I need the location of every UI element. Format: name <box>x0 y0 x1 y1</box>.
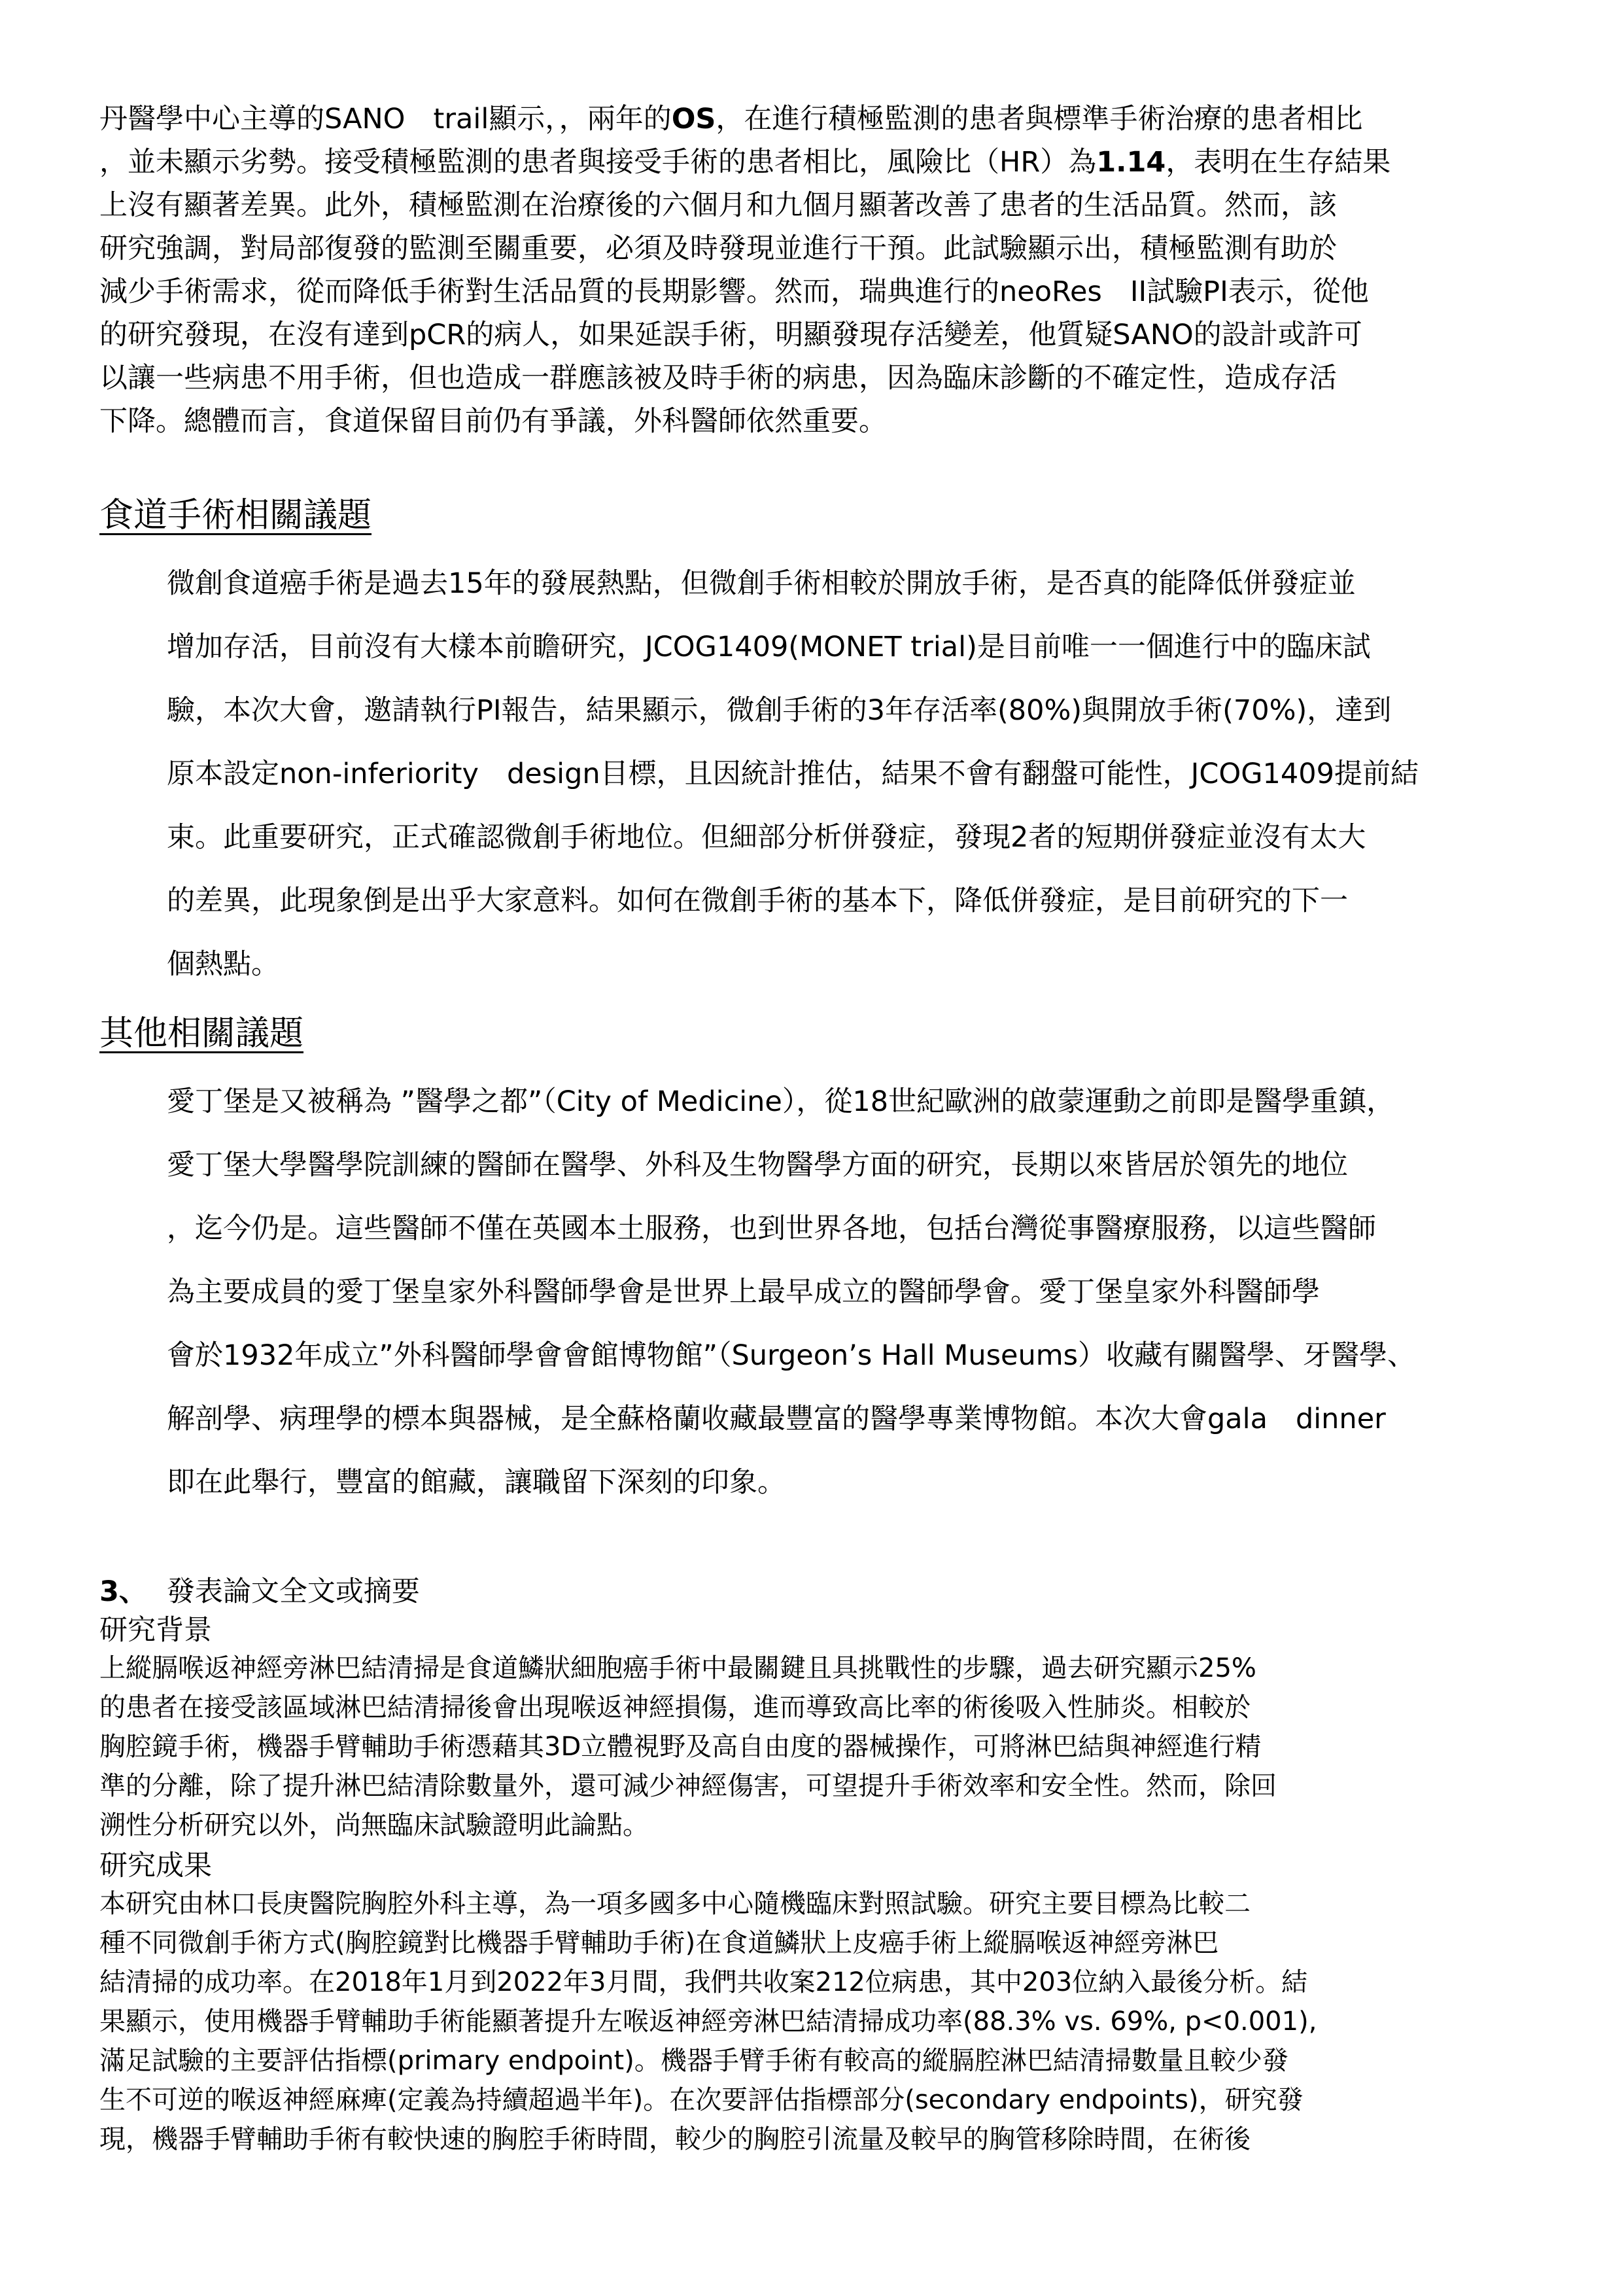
esophageal-line-4: 原本設定non-inferiority design目標，且因統計推估，結果不會有翻盤可能性，JCOG1409提前結 <box>167 758 1419 790</box>
other-line-6: 解剖學、病理學的標本與器械，是全蘇格蘭收藏最豐富的醫學專業博物館。本次大會gala dinner <box>167 1403 1386 1435</box>
results-label: 研究成果 <box>99 1849 212 1882</box>
background-line-4: 準的分離，除了提升淋巴結清除數量外，還可減少神經傷害，可望提升手術效率和安全性。然而，除回 <box>99 1771 1277 1801</box>
results-line-6: 生不可逆的喉返神經麻痺(定義為持續超過半年)。在次要評估指標部分(secondary endpoints)，研究發 <box>99 2085 1304 2115</box>
other-line-3: ，迄今仍是。這些醫師不僅在英國本土服務，也到世界各地，包括台灣從事醫療服務，以這些醫師 <box>167 1212 1376 1245</box>
heading-esophageal-surgery: 食道手術相關議題 <box>99 496 372 535</box>
intro-line-5: 減少手術需求，從而降低手術對生活品質的長期影響。然而，瑞典進行的neoRes II試驗PI表示，從他 <box>99 275 1369 308</box>
other-line-7: 即在此舉行，豐富的館藏，讓職留下深刻的印象。 <box>167 1466 786 1499</box>
other-line-2: 愛丁堡大學醫學院訓練的醫師在醫學、外科及生物醫學方面的研究，長期以來皆居於領先的地位 <box>167 1149 1348 1182</box>
intro-line-6: 的研究發現，在沒有達到pCR的病人，如果延誤手術，明顯發現存活變差，他質疑SANO的設計或許可 <box>99 319 1362 351</box>
heading-other-topics: 其他相關議題 <box>99 1014 304 1053</box>
intro-line-8: 下降。總體而言，食道保留目前仍有爭議，外科醫師依然重要。 <box>99 405 887 438</box>
esophageal-line-5: 束。此重要研究，正式確認微創手術地位。但細部分析併發症，發現2者的短期併發症並沒有太大 <box>167 821 1366 854</box>
background-line-2: 的患者在接受該區域淋巴結清掃後會出現喉返神經損傷，進而導致高比率的術後吸入性肺炎。相較於 <box>99 1692 1251 1723</box>
esophageal-line-2: 增加存活，目前沒有大樣本前瞻研究，JCOG1409(MONET trial)是目前唯一一個進行中的臨床試 <box>167 631 1371 663</box>
results-line-3: 結清掃的成功率。在2018年1月到2022年3月間，我們共收案212位病患，其中203位納入最後分析。結 <box>99 1967 1308 1997</box>
esophageal-line-1: 微創食道癌手術是過去15年的發展熱點，但微創手術相較於開放手術，是否真的能降低併發症並 <box>167 567 1356 600</box>
other-line-4: 為主要成員的愛丁堡皇家外科醫師學會是世界上最早成立的醫師學會。愛丁堡皇家外科醫師學 <box>167 1276 1320 1308</box>
other-line-1: 愛丁堡是又被稱為 ”醫學之都”（City of Medicine），從18世紀歐洲的啟蒙運動之前即是醫學重鎮， <box>167 1085 1395 1118</box>
results-line-7: 現，機器手臂輔助手術有較快速的胸腔手術時間，較少的胸腔引流量及較早的胸管移除時間，在術後 <box>99 2124 1251 2154</box>
background-line-3: 胸腔鏡手術，機器手臂輔助手術憑藉其3D立體視野及高自由度的器械操作，可將淋巴結與神經進行精 <box>99 1732 1262 1762</box>
background-line-1: 上縱膈喉返神經旁淋巴結清掃是食道鱗狀細胞癌手術中最關鍵且具挑戰性的步驟，過去研究顯示25% <box>99 1653 1256 1683</box>
esophageal-line-7: 個熱點。 <box>167 948 279 981</box>
other-line-5: 會於1932年成立”外科醫師學會會館博物館”（Surgeon’s Hall Museums）收藏有關醫學、牙醫學、 <box>167 1339 1416 1372</box>
background-line-5: 溯性分析研究以外，尚無臨床試驗證明此論點。 <box>99 1810 649 1840</box>
esophageal-line-6: 的差異，此現象倒是出乎大家意料。如何在微創手術的基本下，降低併發症，是目前研究的下一 <box>167 885 1348 917</box>
intro-line-3: 上沒有顯著差異。此外，積極監測在治療後的六個月和九個月顯著改善了患者的生活品質。然而，該 <box>99 189 1337 222</box>
results-line-5: 滿足試驗的主要評估指標(primary endpoint)。機器手臂手術有較高的縱膈腔淋巴結清掃數量且較少發 <box>99 2046 1288 2076</box>
esophageal-line-3: 驗，本次大會，邀請執行PI報告，結果顯示，微創手術的3年存活率(80%)與開放手術(70%)，達到 <box>167 694 1392 727</box>
results-line-2: 種不同微創手術方式(胸腔鏡對比機器手臂輔助手術)在食道鱗狀上皮癌手術上縱膈喉返神經旁淋巴 <box>99 1928 1219 1958</box>
intro-line-1: 丹醫學中心主導的SANO trail顯示，，兩年的OS，在進行積極監測的患者與標準手術治療的患者相比 <box>99 103 1363 135</box>
intro-line-7: 以讓一些病患不用手術，但也造成一群應該被及時手術的病患，因為臨床診斷的不確定性，造成存活 <box>99 362 1337 394</box>
results-line-4: 果顯示，使用機器手臂輔助手術能顯著提升左喉返神經旁淋巴結清掃成功率(88.3% vs. 69%, p<0.001), <box>99 2006 1317 2037</box>
results-line-1: 本研究由林口長庚醫院胸腔外科主導，為一項多國多中心隨機臨床對照試驗。研究主要目標為比較二 <box>99 1889 1251 1919</box>
intro-line-2: ，並未顯示劣勢。接受積極監測的患者與接受手術的患者相比，風險比（HR）為1.14，表明在生存結果 <box>99 146 1391 179</box>
section-3-title: 3、 發表論文全文或摘要 <box>99 1575 420 1608</box>
intro-line-4: 研究強調，對局部復發的監測至關重要，必須及時發現並進行干預。此試驗顯示出，積極監測有助於 <box>99 232 1337 265</box>
background-label: 研究背景 <box>99 1614 212 1647</box>
